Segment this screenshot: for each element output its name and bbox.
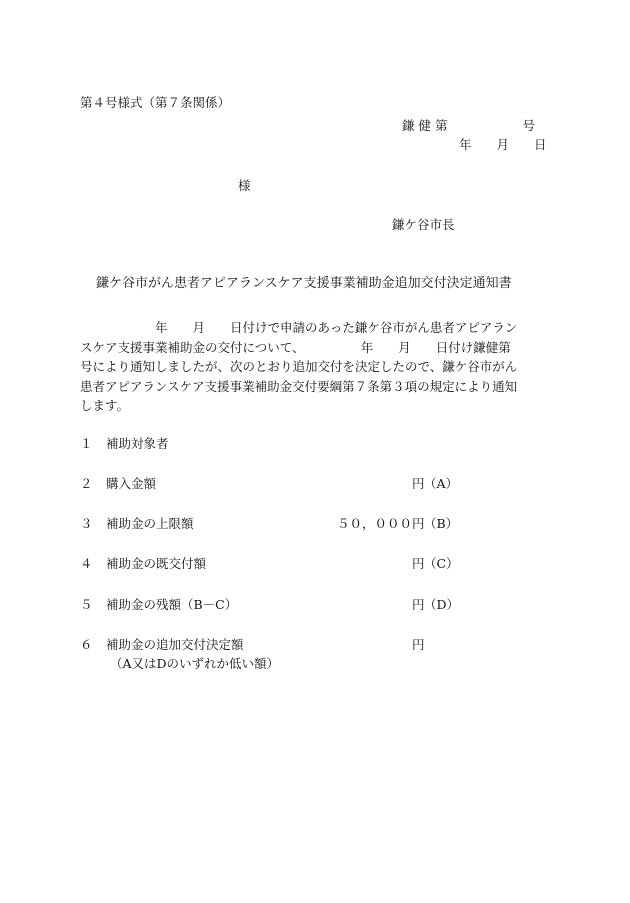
body-line: スケア支援事業補助金の交付について、 年 月 日付け鎌健第 [80, 339, 511, 355]
item-label: 補助対象者 [106, 436, 169, 451]
item-number: ３ [80, 516, 93, 531]
issue-date: 年 月 日 [459, 137, 547, 152]
body-line: します。 [80, 398, 130, 413]
item-mark: （A） [424, 476, 459, 491]
item-amount: ５０，０００円 [337, 516, 425, 531]
document-title: 鎌ケ谷市がん患者アピアランスケア支援事業補助金追加交付決定通知書 [96, 276, 512, 291]
body-paragraph [80, 318, 555, 416]
item-amount: 円 [412, 637, 425, 652]
item-mark: （C） [424, 556, 459, 571]
item-label: 補助金の既交付額 [106, 556, 207, 571]
item-mark: （B） [424, 516, 459, 531]
form-label: 第４号様式（第７条関係） [80, 95, 231, 110]
item-label: 補助金の残額（B－C） [106, 597, 238, 612]
item-amount: 円 [412, 597, 425, 612]
addressee-suffix: 様 [238, 178, 251, 193]
body-line: 患者アピアランスケア支援事業補助金交付要綱第７条第３項の規定により通知 [80, 378, 518, 394]
item-amount: 円 [412, 556, 425, 571]
item-number: ６ [80, 637, 93, 652]
item-label: 購入金額 [106, 476, 157, 491]
body-line: 年 月 日付けで申請のあった鎌ケ谷市がん患者アピアラン [80, 320, 518, 335]
item-number: ４ [80, 556, 93, 571]
item-number: １ [80, 436, 93, 451]
item-mark: （D） [424, 597, 460, 612]
body-line: 号により通知しましたが、次のとおり追加交付を決定したので、鎌ケ谷市がん [80, 359, 518, 374]
item-label: 補助金の追加交付決定額 [106, 637, 244, 652]
issuer: 鎌ケ谷市長 [392, 217, 455, 232]
item-amount: 円 [412, 476, 425, 491]
reference-number: 鎌 健 第 号 [402, 118, 535, 133]
item-number: ２ [80, 476, 93, 491]
item6-note: （A又はDのいずれか低い額） [110, 656, 280, 671]
item-label: 補助金の上限額 [106, 516, 194, 531]
item-number: ５ [80, 597, 93, 612]
